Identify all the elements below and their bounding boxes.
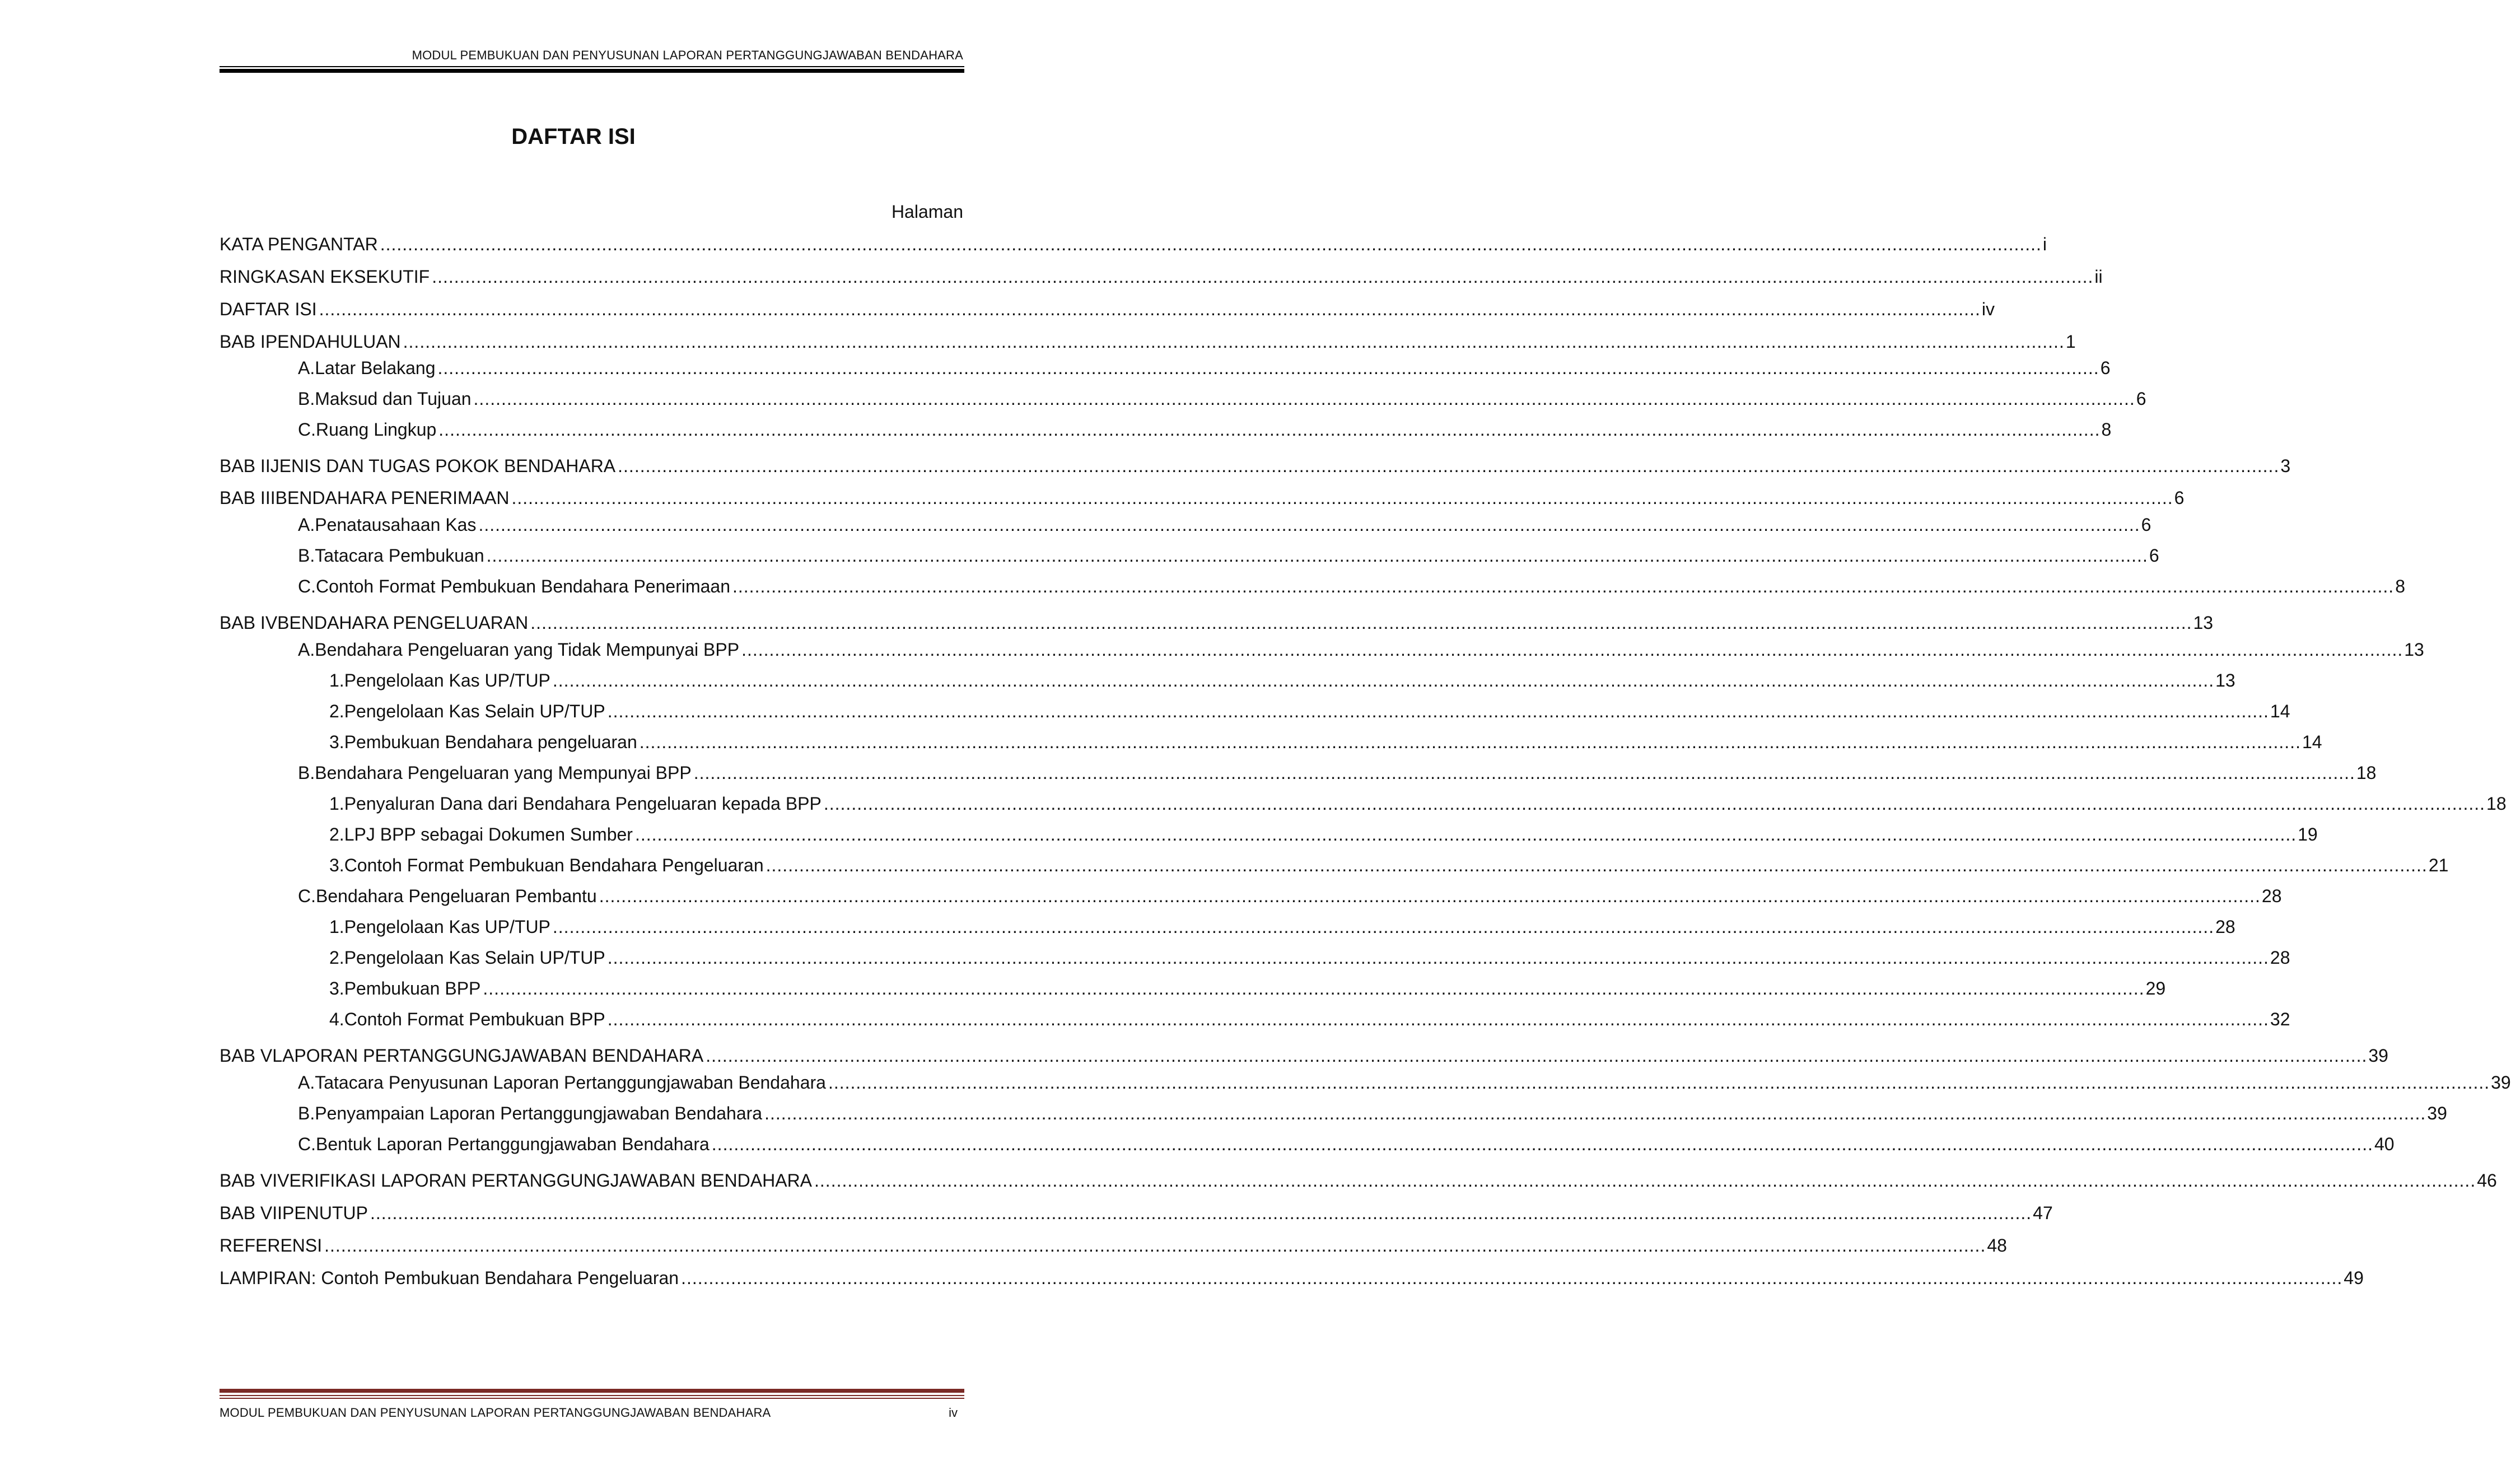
toc-entry-page: 39: [2427, 1103, 2447, 1123]
toc-entry-prefix: BAB I: [220, 332, 265, 352]
toc-entry[interactable]: [220, 612, 2214, 634]
toc-entry-page: 21: [2428, 855, 2449, 875]
toc-entry-label: Pengelolaan Kas Selain UP/TUP: [344, 701, 605, 721]
toc-entry-page: 47: [2033, 1203, 2053, 1223]
toc-dot-leader: ............................................................................................................................................................................................................................................................................................................: [607, 1009, 2269, 1029]
toc-entry-prefix: B.: [298, 763, 315, 783]
toc-dot-leader: ............................................................................................................................................................................................................................................................................................................: [380, 234, 2042, 254]
toc-dot-leader: ............................................................................................................................................................................................................................................................................................................: [814, 1170, 2476, 1191]
toc-entry-page: 46: [2477, 1170, 2497, 1191]
toc-entry-label: LAMPIRAN: Contoh Pembukuan Bendahara Pengeluaran: [220, 1268, 679, 1288]
toc-entry-page: 29: [2145, 978, 2166, 998]
toc-entry-page: 13: [2215, 670, 2235, 690]
toc-entry[interactable]: [329, 854, 2449, 876]
toc-entry-prefix: A.: [298, 1072, 315, 1093]
toc-entry-page: iv: [1981, 299, 1995, 319]
toc-entry-label: Pembukuan BPP: [344, 978, 481, 998]
toc-entry-label: Tatacara Penyusunan Laporan Pertanggungjawaban Bendahara: [315, 1072, 826, 1093]
toc-dot-leader: ............................................................................................................................................................................................................................................................................................................: [511, 488, 2173, 508]
toc-entry[interactable]: [298, 1133, 2395, 1155]
toc-entry-prefix: 4.: [329, 1009, 344, 1029]
toc-entry-prefix: C.: [298, 576, 316, 596]
toc-dot-leader: ............................................................................................................................................................................................................................................................................................................: [552, 917, 2215, 937]
toc-entry-label: BENDAHARA PENERIMAAN: [275, 488, 510, 508]
toc-entry-page: 14: [2270, 701, 2290, 721]
toc-entry-page: 6: [2174, 488, 2185, 508]
toc-dot-leader: ............................................................................................................................................................................................................................................................................................................: [437, 358, 2099, 378]
toc-entry[interactable]: [298, 418, 2112, 441]
toc-entry-label: Penyampaian Laporan Pertanggungjawaban Bendahara: [315, 1103, 763, 1123]
toc-entry-label: Pengelolaan Kas Selain UP/TUP: [344, 948, 605, 968]
toc-entry[interactable]: [298, 885, 2282, 907]
toc-entry-prefix: B.: [298, 1103, 315, 1123]
toc-dot-leader: ............................................................................................................................................................................................................................................................................................................: [732, 576, 2395, 596]
toc-entry-page: 28: [2270, 948, 2290, 968]
toc-entry[interactable]: [220, 487, 2185, 509]
toc-entry-page: 6: [2100, 358, 2111, 378]
toc-entry-page: 13: [2404, 640, 2424, 660]
toc-dot-leader: ............................................................................................................................................................................................................................................................................................................: [370, 1203, 2032, 1223]
toc-dot-leader: ............................................................................................................................................................................................................................................................................................................: [681, 1268, 2343, 1288]
toc-entry-page: 28: [2215, 917, 2235, 937]
footer-rule-thick: [220, 1389, 964, 1393]
toc-dot-leader: ............................................................................................................................................................................................................................................................................................................: [766, 855, 2428, 875]
toc-dot-leader: ............................................................................................................................................................................................................................................................................................................: [607, 948, 2269, 968]
toc-dot-leader: ............................................................................................................................................................................................................................................................................................................: [478, 515, 2140, 535]
toc-entry-prefix: B.: [298, 389, 315, 409]
toc-entry-prefix: C.: [298, 886, 316, 906]
toc-entry[interactable]: [220, 455, 2291, 477]
toc-entry-label: KATA PENGANTAR: [220, 234, 378, 254]
toc-dot-leader: ............................................................................................................................................................................................................................................................................................................: [764, 1103, 2426, 1123]
toc-entry[interactable]: [220, 298, 1995, 320]
toc-entry[interactable]: [329, 916, 2235, 938]
toc-entry-page: 39: [2368, 1046, 2388, 1066]
toc-entry[interactable]: [329, 792, 2507, 815]
toc-entry[interactable]: [220, 265, 2103, 288]
toc-entry[interactable]: [329, 1008, 2290, 1030]
toc-entry-prefix: A.: [298, 358, 315, 378]
toc-dot-leader: ............................................................................................................................................................................................................................................................................................................: [530, 613, 2192, 633]
toc-entry-prefix: C.: [298, 1134, 316, 1154]
toc-dot-leader: ............................................................................................................................................................................................................................................................................................................: [823, 794, 2486, 814]
toc-entry-label: BENDAHARA PENGELUARAN: [277, 613, 529, 633]
toc-entry-page: ii: [2094, 267, 2103, 287]
page-title: DAFTAR ISI: [511, 124, 636, 149]
toc-entry-label: Penyaluran Dana dari Bendahara Pengeluaran kepada BPP: [344, 794, 822, 814]
toc-entry-label: LPJ BPP sebagai Dokumen Sumber: [344, 824, 633, 844]
toc-dot-leader: ............................................................................................................................................................................................................................................................................................................: [324, 1235, 1986, 1256]
toc-dot-leader: ............................................................................................................................................................................................................................................................................................................: [473, 389, 2135, 409]
toc-entry-label: Bendahara Pengeluaran Pembantu: [316, 886, 597, 906]
running-footer-text: MODUL PEMBUKUAN DAN PENYUSUNAN LAPORAN PERTANGGUNGJAWABAN BENDAHARA: [220, 1406, 771, 1420]
toc-entry-page: 49: [2344, 1268, 2364, 1288]
running-header-text: MODUL PEMBUKUAN DAN PENYUSUNAN LAPORAN PERTANGGUNGJAWABAN BENDAHARA: [412, 48, 963, 62]
toc-dot-leader: ............................................................................................................................................................................................................................................................................................................: [618, 456, 2280, 476]
toc-entry-label: JENIS DAN TUGAS POKOK BENDAHARA: [270, 456, 616, 476]
toc-dot-leader: ............................................................................................................................................................................................................................................................................................................: [552, 670, 2215, 690]
toc-dot-leader: ............................................................................................................................................................................................................................................................................................................: [693, 763, 2355, 783]
toc-entry[interactable]: [220, 330, 2076, 353]
toc-dot-leader: ............................................................................................................................................................................................................................................................................................................: [319, 299, 1981, 319]
toc-entry-prefix: BAB IV: [220, 613, 278, 633]
toc-entry[interactable]: [329, 977, 2166, 1000]
toc-entry-prefix: BAB III: [220, 488, 276, 508]
toc-entry[interactable]: [329, 731, 2322, 753]
toc-entry-page: i: [2042, 234, 2047, 254]
toc-entry-page: 28: [2261, 886, 2282, 906]
toc-dot-leader: ............................................................................................................................................................................................................................................................................................................: [639, 732, 2301, 752]
toc-entry[interactable]: [329, 946, 2290, 969]
toc-dot-leader: ............................................................................................................................................................................................................................................................................................................: [741, 640, 2403, 660]
toc-entry-label: Penatausahaan Kas: [315, 515, 477, 535]
toc-entry-page: 19: [2298, 824, 2318, 844]
toc-entry-page: 18: [2486, 794, 2507, 814]
footer-page-number: iv: [949, 1406, 958, 1420]
toc-entry-label: Pengelolaan Kas UP/TUP: [344, 917, 550, 937]
toc-entry[interactable]: [329, 700, 2290, 722]
toc-entry-prefix: 1.: [329, 794, 344, 814]
toc-entry-label: Contoh Format Pembukuan BPP: [344, 1009, 605, 1029]
toc-dot-leader: ............................................................................................................................................................................................................................................................................................................: [706, 1046, 2368, 1066]
toc-entry[interactable]: [220, 1169, 2497, 1192]
toc-entry-page: 6: [2141, 515, 2151, 535]
toc-dot-leader: ............................................................................................................................................................................................................................................................................................................: [711, 1134, 2373, 1154]
header-rule-thin: [220, 66, 964, 67]
toc-entry-page: 14: [2302, 732, 2322, 752]
toc-entry-prefix: C.: [298, 419, 316, 440]
toc-dot-leader: ............................................................................................................................................................................................................................................................................................................: [828, 1072, 2490, 1093]
toc-dot-leader: ............................................................................................................................................................................................................................................................................................................: [483, 978, 2145, 998]
toc-entry-prefix: BAB VII: [220, 1203, 283, 1223]
toc-entry[interactable]: [220, 1234, 2007, 1257]
toc-dot-leader: ............................................................................................................................................................................................................................................................................................................: [634, 824, 2297, 844]
toc-dot-leader: ............................................................................................................................................................................................................................................................................................................: [599, 886, 2261, 906]
toc-entry-prefix: BAB V: [220, 1046, 273, 1066]
toc-entry-page: 8: [2395, 576, 2405, 596]
toc-entry[interactable]: [298, 1071, 2511, 1094]
toc-entry[interactable]: [298, 638, 2424, 661]
toc-entry[interactable]: [220, 1044, 2388, 1067]
toc-entry-prefix: 3.: [329, 732, 344, 752]
toc-entry[interactable]: [298, 544, 2159, 567]
toc-entry-page: 6: [2136, 389, 2146, 409]
toc-dot-leader: ............................................................................................................................................................................................................................................................................................................: [486, 545, 2148, 566]
toc-dot-leader: ............................................................................................................................................................................................................................................................................................................: [607, 701, 2269, 721]
toc-entry-label: REFERENSI: [220, 1235, 323, 1256]
toc-entry-page: 40: [2374, 1134, 2395, 1154]
toc-entry-label: Bentuk Laporan Pertanggungjawaban Bendahara: [316, 1134, 710, 1154]
toc-entry-label: Contoh Format Pembukuan Bendahara Pengeluaran: [344, 855, 764, 875]
toc-entry-prefix: B.: [298, 545, 315, 566]
toc-entry[interactable]: [298, 575, 2405, 598]
toc-entry-label: DAFTAR ISI: [220, 299, 317, 319]
toc-entry-prefix: 3.: [329, 855, 344, 875]
toc-dot-leader: ............................................................................................................................................................................................................................................................................................................: [403, 332, 2065, 352]
toc-entry-prefix: BAB II: [220, 456, 270, 476]
toc-entry-prefix: 2.: [329, 701, 344, 721]
header-rule-thick: [220, 69, 964, 73]
toc-entry-label: Ruang Lingkup: [316, 419, 437, 440]
toc-entry[interactable]: [298, 514, 2151, 536]
footer-rule-thin: [220, 1398, 964, 1399]
toc-entry-page: 8: [2101, 419, 2112, 440]
toc-entry-label: Latar Belakang: [315, 358, 436, 378]
page-column-label: Halaman: [891, 202, 963, 222]
toc-entry-label: RINGKASAN EKSEKUTIF: [220, 267, 430, 287]
toc-entry[interactable]: [298, 762, 2377, 784]
toc-entry-prefix: A.: [298, 640, 315, 660]
toc-entry-page: 13: [2193, 613, 2214, 633]
footer-rule-thin: [220, 1395, 964, 1396]
toc-dot-leader: ............................................................................................................................................................................................................................................................................................................: [438, 419, 2101, 440]
toc-entry-page: 39: [2491, 1072, 2511, 1093]
toc-entry-page: 18: [2356, 763, 2377, 783]
toc-entry-label: Bendahara Pengeluaran yang Mempunyai BPP: [315, 763, 692, 783]
toc-entry-label: Bendahara Pengeluaran yang Tidak Mempunyai BPP: [315, 640, 740, 660]
toc-dot-leader: ............................................................................................................................................................................................................................................................................................................: [432, 267, 2094, 287]
toc-entry-prefix: 1.: [329, 917, 344, 937]
toc-entry-page: 1: [2065, 332, 2076, 352]
toc-entry-label: VERIFIKASI LAPORAN PERTANGGUNGJAWABAN BENDAHARA: [277, 1170, 813, 1191]
toc-entry-page: 32: [2270, 1009, 2290, 1029]
toc-entry-prefix: 1.: [329, 670, 344, 690]
toc-entry-prefix: 3.: [329, 978, 344, 998]
toc-entry-label: Contoh Format Pembukuan Bendahara Penerimaan: [316, 576, 730, 596]
toc-entry[interactable]: [220, 233, 2047, 255]
toc-entry[interactable]: [329, 669, 2235, 692]
toc-entry[interactable]: [298, 357, 2111, 379]
toc-entry[interactable]: [220, 1267, 2364, 1289]
toc-entry[interactable]: [220, 1202, 2053, 1224]
toc-entry-prefix: 2.: [329, 824, 344, 844]
toc-entry-page: 48: [1987, 1235, 2007, 1256]
toc-entry-page: 6: [2149, 545, 2159, 566]
toc-entry-prefix: 2.: [329, 948, 344, 968]
toc-entry-label: Maksud dan Tujuan: [315, 389, 472, 409]
toc-entry[interactable]: [329, 823, 2318, 846]
toc-entry-label: Pengelolaan Kas UP/TUP: [344, 670, 550, 690]
toc-entry-label: Pembukuan Bendahara pengeluaran: [344, 732, 637, 752]
toc-entry-label: PENDAHULUAN: [265, 332, 401, 352]
toc-entry-label: PENUTUP: [282, 1203, 368, 1223]
toc-entry[interactable]: [298, 1102, 2447, 1124]
toc-entry[interactable]: [298, 388, 2146, 410]
toc-entry-page: 3: [2280, 456, 2291, 476]
toc-entry-label: LAPORAN PERTANGGUNGJAWABAN BENDAHARA: [272, 1046, 704, 1066]
toc-entry-label: Tatacara Pembukuan: [315, 545, 484, 566]
toc-entry-prefix: A.: [298, 515, 315, 535]
toc-entry-prefix: BAB VI: [220, 1170, 278, 1191]
